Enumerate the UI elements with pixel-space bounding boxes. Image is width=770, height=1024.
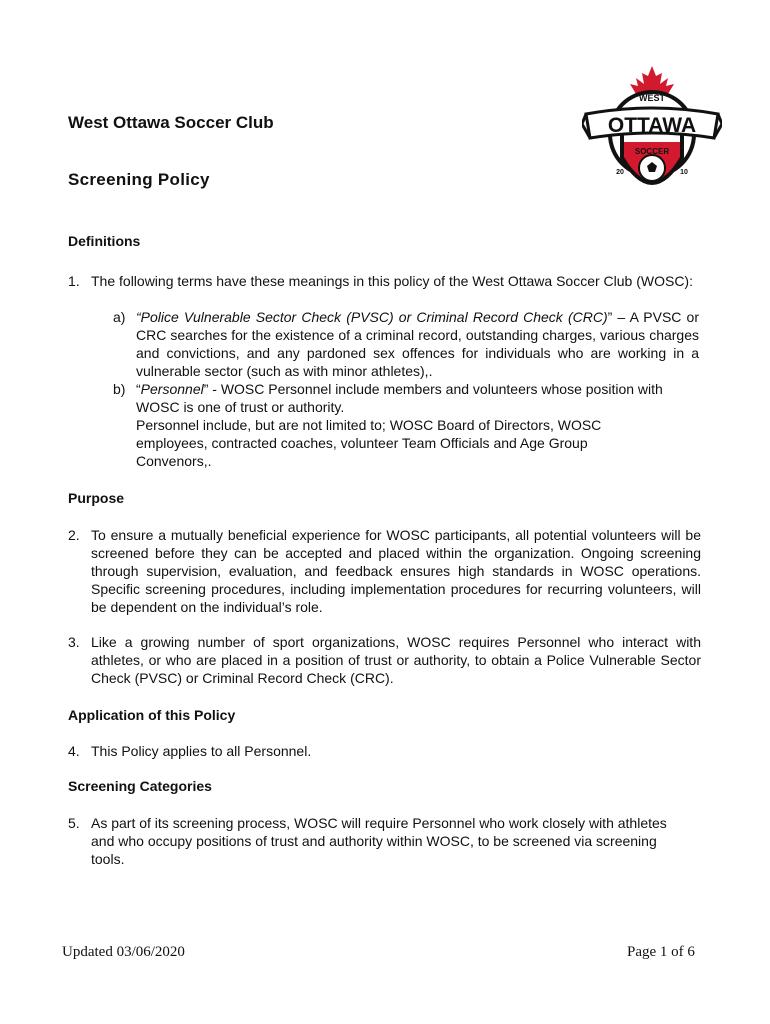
maple-leaf-icon xyxy=(630,66,674,94)
logo-text-soccer: SOCCER xyxy=(634,147,670,156)
page-title: Screening Policy xyxy=(68,170,210,189)
term-pvsc: “Police Vulnerable Sector Check (PVSC) or Criminal Record Check (CRC) xyxy=(136,309,608,325)
logo-text-ottawa: OTTAWA xyxy=(607,114,697,137)
purpose-item-3: Like a growing number of sport organizations, WOSC requires Personnel who interact with athletes, or who are placed in a position of trust or authority, to obtain a Police Vulnerable Sector Check (PVSC) or Criminal Record Check (CRC). xyxy=(91,634,701,686)
section-heading-application: Application of this Policy xyxy=(68,707,236,723)
club-logo xyxy=(582,62,722,224)
section-heading-definitions: Definitions xyxy=(68,233,141,249)
definition-personnel-text: ” - WOSC Personnel include members and volunteers whose position with WOSC is one of trust or authority. xyxy=(136,381,663,415)
item-number: 1. xyxy=(68,273,80,289)
categories-item-5: As part of its screening process, WOSC will require Personnel who work closely with athletes and who occupy positions of trust and authority within WOSC, to be screened via screening tools. xyxy=(91,815,667,867)
item-number: 5. xyxy=(68,815,80,831)
logo-year-right: 10 xyxy=(680,169,688,176)
logo-text-west: WEST xyxy=(639,93,665,103)
definitions-item-1: The following terms have these meanings in this policy of the West Ottawa Soccer Club (WOSC): xyxy=(91,273,693,289)
section-heading-categories: Screening Categories xyxy=(68,778,212,794)
item-label-a: a) xyxy=(113,309,126,325)
item-number: 2. xyxy=(68,527,80,543)
term-personnel: Personnel xyxy=(140,381,204,397)
definition-personnel xyxy=(136,380,681,416)
application-item-4: This Policy applies to all Personnel. xyxy=(91,743,312,759)
definition-personnel-extra: Personnel include, but are not limited to; WOSC Board of Directors, WOSC employees, contracted coaches, volunteer Team Officials and Age Group Convenors,. xyxy=(136,417,602,469)
section-heading-purpose: Purpose xyxy=(68,490,125,506)
item-number: 4. xyxy=(68,743,80,759)
item-label-b: b) xyxy=(113,381,126,397)
definition-pvsc xyxy=(136,308,699,380)
footer-page-number: Page 1 of 6 xyxy=(627,944,695,960)
footer-updated: Updated 03/06/2020 xyxy=(62,944,185,960)
club-name: West Ottawa Soccer Club xyxy=(68,113,274,132)
purpose-item-2: To ensure a mutually beneficial experience for WOSC participants, all potential volunteers will be screened before they can be accepted and placed within the organization. Ongoing screening through supervision, evaluation, and feedback ensures high standards in WOSC operations. Specific screening procedures, including implementation procedures for recurring volunteers, will be dependent on the individual’s role. xyxy=(91,527,701,615)
term-open-quote: “ xyxy=(136,381,141,397)
definition-pvsc-text: ” – A PVSC or CRC searches for the existence of a criminal record, outstanding charges, various charges and convictions, and any pardoned sex offences for individuals who are working in a vulnerable sector (such as with minor athletes),. xyxy=(136,309,699,379)
logo-year-left: 20 xyxy=(616,169,624,176)
item-number: 3. xyxy=(68,634,80,650)
